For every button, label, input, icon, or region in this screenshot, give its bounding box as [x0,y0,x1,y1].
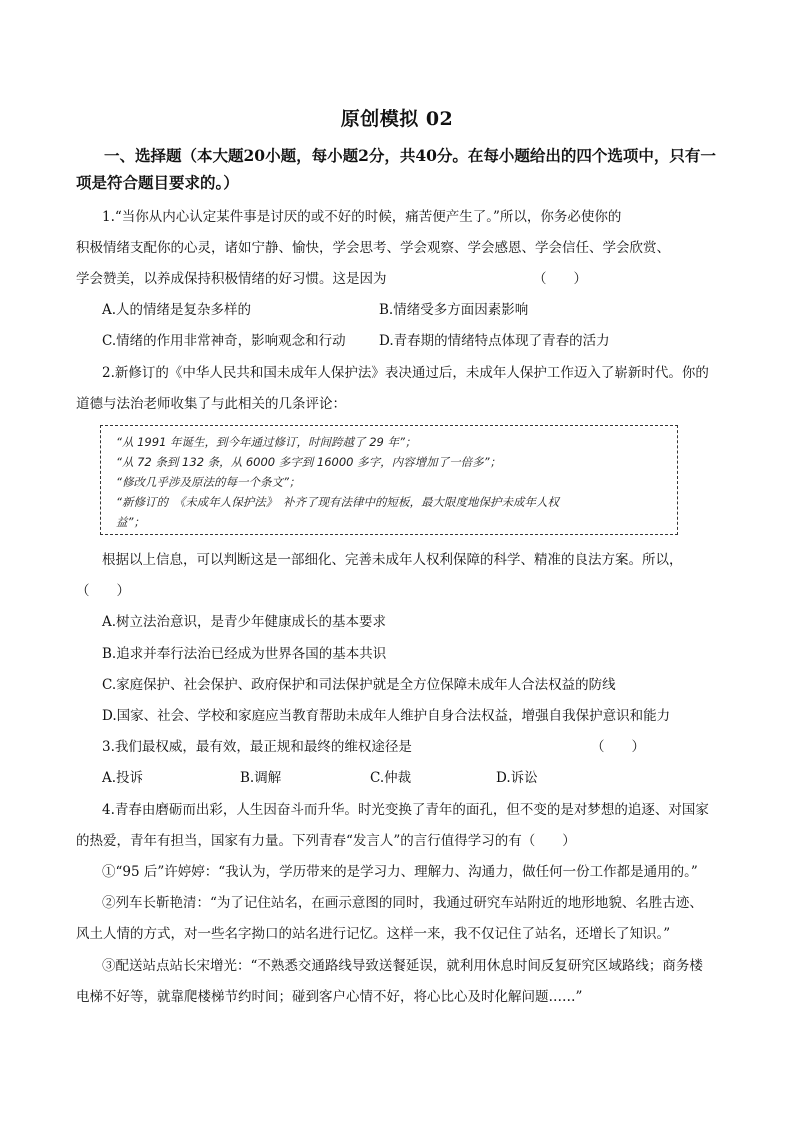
q1-option-d: D.青春期的情绪特点体现了青春的活力 [379,333,610,349]
q1-line-1: 1.“当你从内心认定某件事是讨厌的或不好的时候，痛苦便产生了。”所以，你务必使你的 [102,209,622,225]
q1-line-2: 积极情绪支配你的心灵，诸如宁静、愉快，学会思考、学会观察、学会感恩、学会信任、学会欣赏、 [76,240,670,256]
quote-line-2: “从 72 条到 132 条，从 6000 多字到 16000 多字，内容增加了一倍多”； [116,455,502,469]
quote-line-5: 益”； [116,515,145,529]
q2-line-1: 2.新修订的《中华人民共和国未成年人保护法》表决通过后，未成年人保护工作迈入了崭新时代。你的 [102,365,709,381]
q2-option-b: B.追求并奉行法治已经成为世界各国的基本共识 [102,646,387,662]
q1-option-c: C.情绪的作用非常神奇，影响观念和行动 [102,333,346,349]
q4-line-2: 的热爱，青年有担当，国家有力量。下列青春“发言人”的言行值得学习的有（ ） [76,833,576,849]
q1-option-a: A.人的情绪是复杂多样的 [102,302,252,318]
q3-option-c: C.仲裁 [370,770,412,786]
q3-option-d: D.诉讼 [496,770,538,786]
q3-line-1: 3.我们最权威，最有效，最正规和最终的维权途径是 [102,739,412,755]
q2-answer-paren: （ ） [76,583,130,599]
q4-line-1: 4.青春由磨砺而出彩，人生因奋斗而升华。时光变换了青年的面孔，但不变的是对梦想的追逐、对国家 [102,802,709,818]
q4-item-2-line-1: ②列车长靳艳清：“为了记住站名，在画示意图的同时，我通过研究车站附近的地形地貌、名胜古迹、 [102,895,703,911]
q3-answer-paren: （ ） [591,739,645,755]
q2-option-c: C.家庭保护、社会保护、政府保护和司法保护就是全方位保障未成年人合法权益的防线 [102,677,616,693]
q4-item-3-line-2: 电梯不好等，就靠爬楼梯节约时间；碰到客户心情不好，将心比心及时化解问题……” [76,989,583,1005]
quote-line-4: “新修订的 《未成年人保护法》 补齐了现有法律中的短板，最大限度地保护未成年人权 [116,495,559,509]
quote-line-3: “修改几乎涉及原法的每一个条文”； [116,475,301,489]
quote-box [100,425,678,535]
q2-option-a: A.树立法治意识，是青少年健康成长的基本要求 [102,614,387,630]
section-header: 一、选择题（本大题20小题，每小题2分，共40分。在每小题给出的四个选项中，只有一项是符合题目要求的。） [76,146,716,192]
q2-conclusion-line: 根据以上信息，可以判断这是一部细化、完善未成年人权利保障的科学、精准的良法方案。所以， [102,552,683,568]
q3-option-b: B.调解 [240,770,282,786]
q4-item-1: ①“95 后”许婷婷：“我认为，学历带来的是学习力、理解力、沟通力，做任何一份工作都是通用的。” [102,864,698,880]
q1-option-b: B.情绪受多方面因素影响 [379,302,529,318]
q1-line-3: 学会赞美，以养成保持积极情绪的好习惯。这是因为 [76,271,387,287]
page-title: 原创模拟 02 [340,108,454,130]
q1-answer-paren: （ ） [533,271,587,287]
q3-option-a: A.投诉 [102,770,144,786]
quote-line-1: “从 1991 年诞生，到今年通过修订，时间跨越了 29 年”； [116,435,417,449]
q2-line-2: 道德与法治老师收集了与此相关的几条评论： [76,396,346,412]
q4-item-2-line-2: 风土人情的方式，对一些名字拗口的站名进行记忆。这样一来，我不仅记住了站名，还增长了知识。” [76,926,671,942]
q2-option-d: D.国家、社会、学校和家庭应当教育帮助未成年人维护自身合法权益，增强自我保护意识和能力 [102,708,671,724]
q4-item-3-line-1: ③配送站点站长宋增光：“不熟悉交通路线导致送餐延误，就利用休息时间反复研究区域路线；商务楼 [102,958,703,974]
